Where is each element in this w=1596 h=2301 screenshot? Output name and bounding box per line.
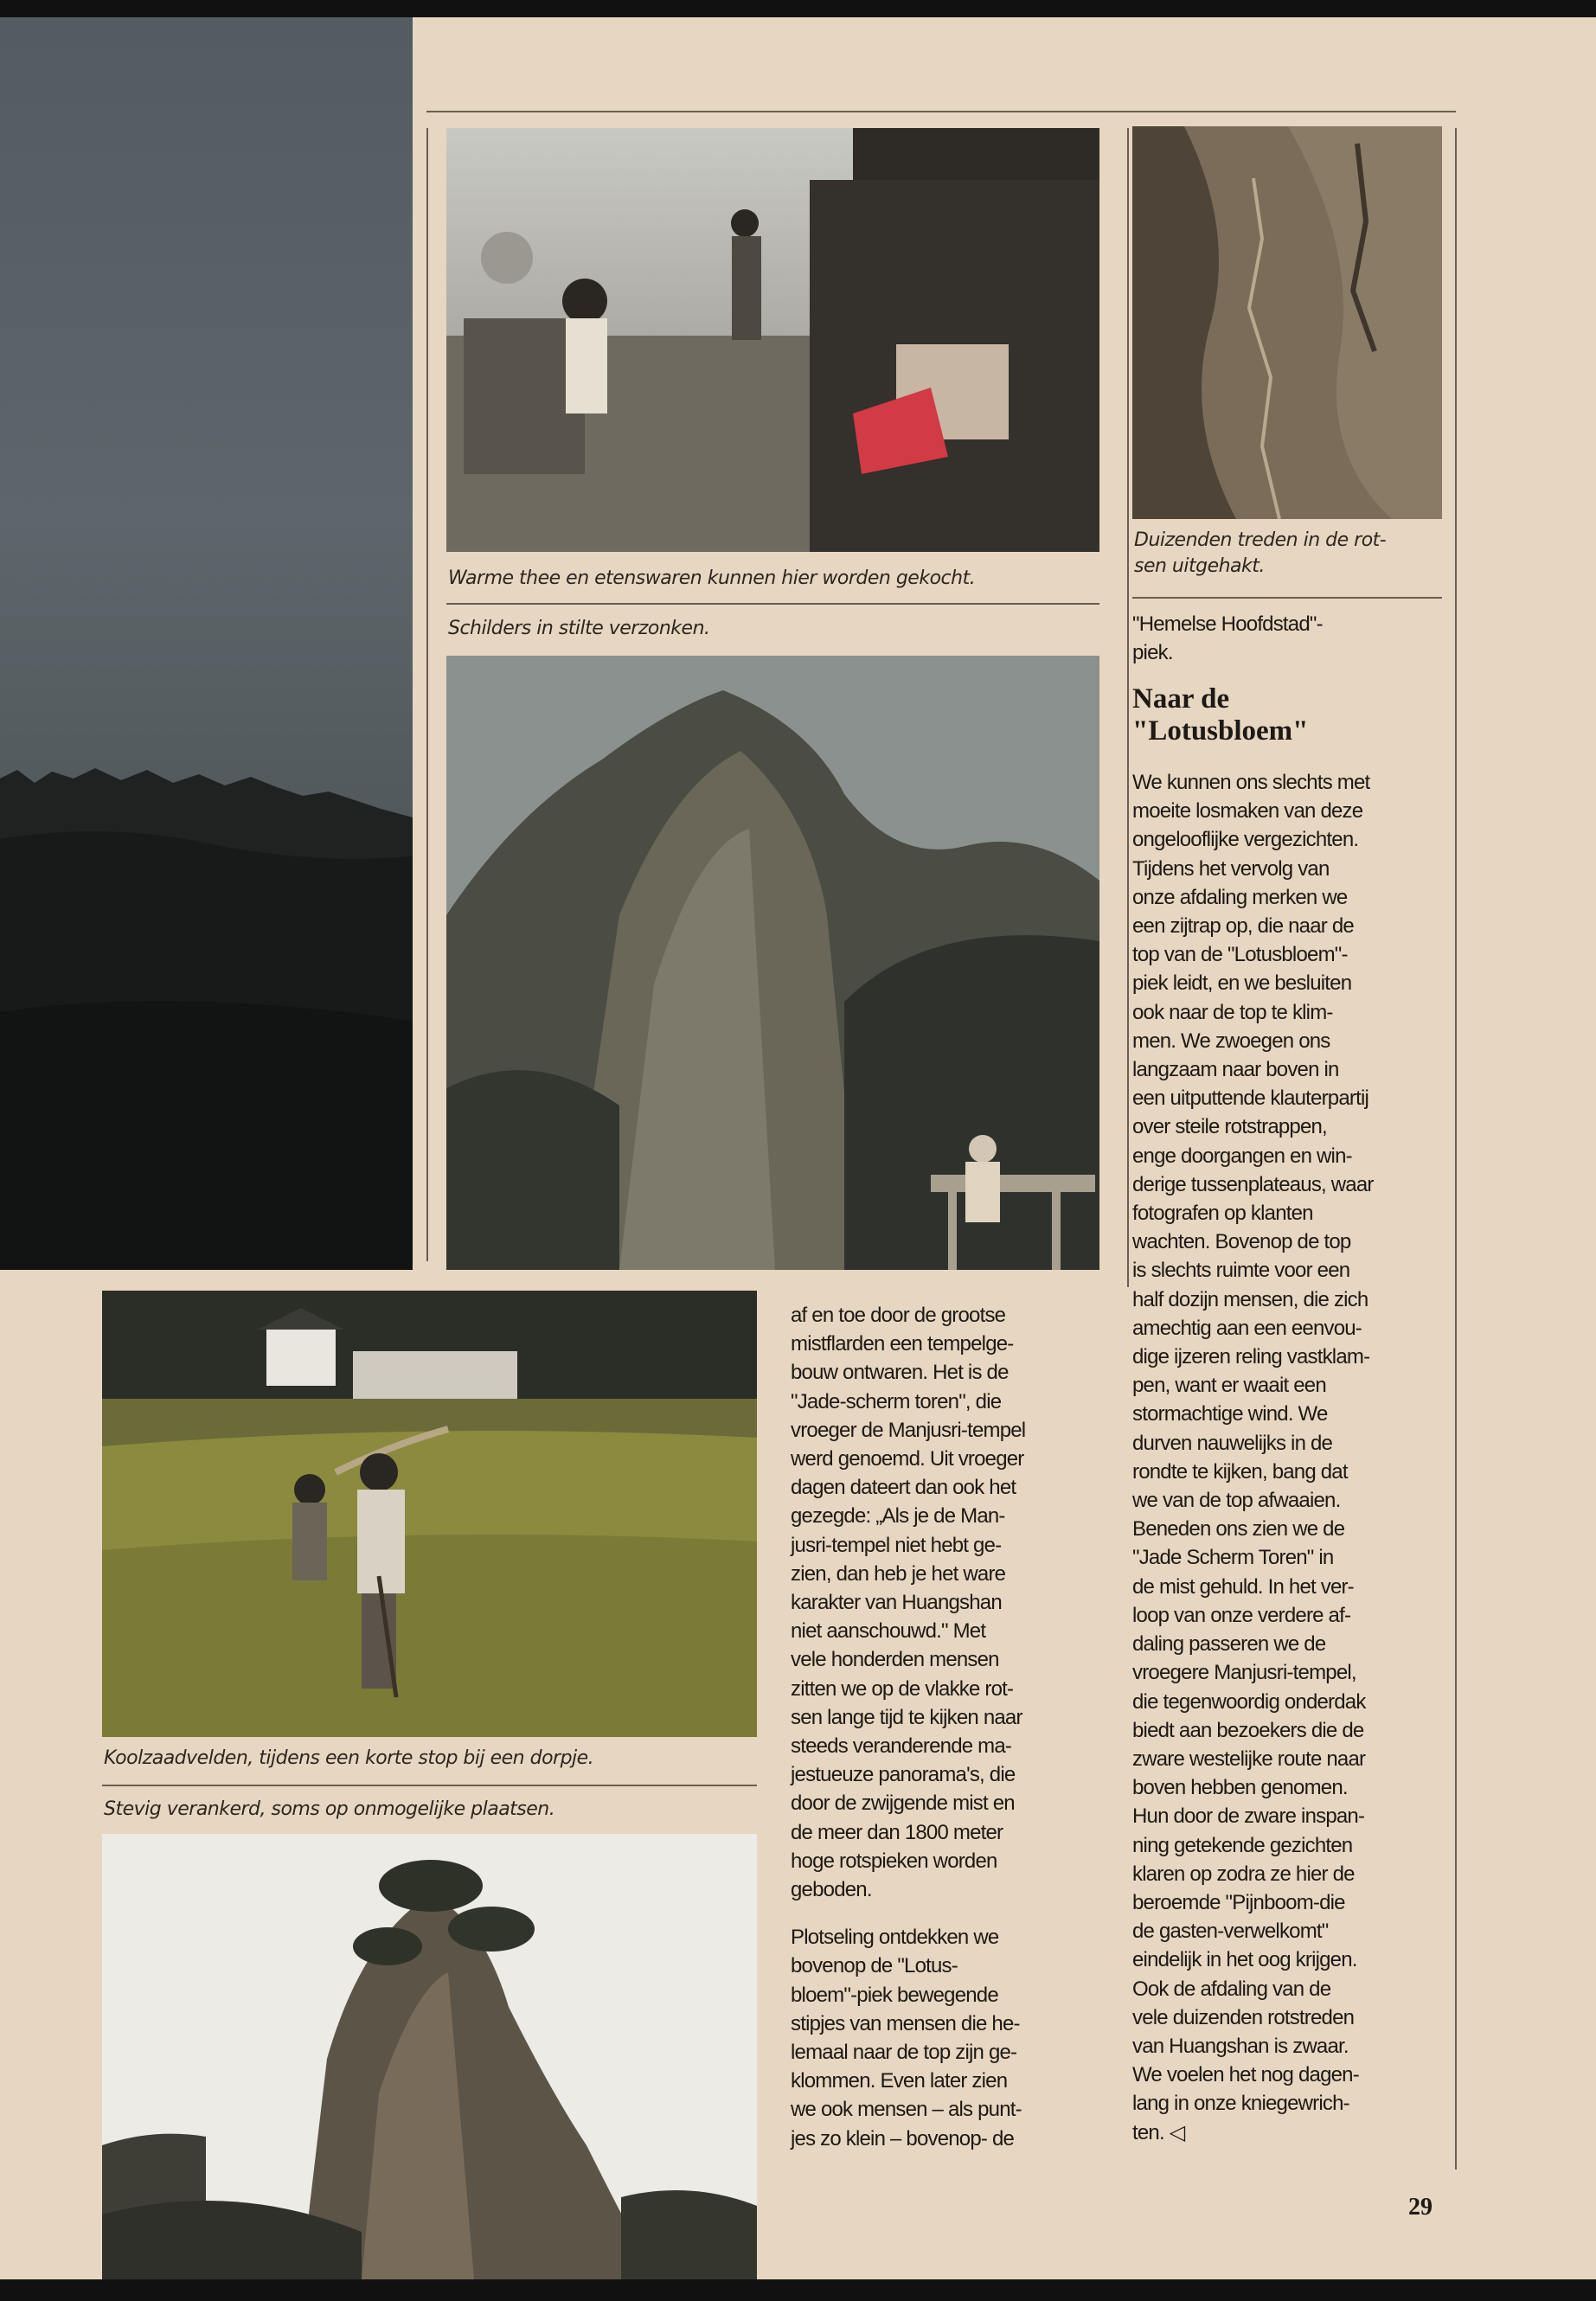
column-rule	[1455, 128, 1457, 2170]
heading-line-1: Naar de	[1132, 683, 1230, 715]
text-line: Ook de afdaling van de	[1132, 1977, 1331, 2001]
text-line: jestueuze panorama's, die	[791, 1763, 1016, 1787]
text-line: af en toe door de grootse	[791, 1304, 1006, 1327]
text-line: "Jade Scherm Toren" in	[1132, 1546, 1334, 1570]
text-line: ongelooflijke vergezichten.	[1132, 828, 1359, 852]
text-line: eindelijk in het oog krijgen.	[1132, 1948, 1357, 1972]
caption-rule	[446, 603, 1099, 605]
text-line: ook naar de top te klim-	[1132, 1000, 1333, 1024]
text-line: geboden.	[791, 1878, 872, 1902]
text-line: bovenop de "Lotus-	[791, 1954, 958, 1978]
caption-anchored: Stevig verankerd, soms op onmogelijke plaatsen.	[104, 1798, 555, 1820]
text-line: Beneden ons zien we de	[1132, 1517, 1345, 1541]
tea-stall-image	[446, 128, 1099, 552]
text-line: bloem"-piek bewegende	[791, 1983, 998, 2007]
text-line: wachten. Bovenop de top	[1132, 1230, 1351, 1254]
rapeseed-field-image	[102, 1291, 757, 1737]
right-column-intro	[1132, 610, 1323, 667]
text-line: jusri-tempel niet hebt ge-	[791, 1533, 1002, 1557]
text-line: gezegde: „Als je de Man-	[791, 1504, 1005, 1529]
text-line: de gasten-verwelkomt"	[1132, 1920, 1329, 1944]
text-line: we van de top afwaaien.	[1132, 1489, 1341, 1513]
page-number: 29	[1408, 2194, 1433, 2221]
caption-steps	[1134, 528, 1386, 580]
text-line: die tegenwoordig onderdak	[1132, 1689, 1366, 1714]
tea-stall-photo	[446, 128, 1099, 552]
text-line: men. We zwoegen ons	[1132, 1029, 1330, 1053]
text-line: lemaal naar de top zijn ge-	[791, 2041, 1017, 2065]
text-line: derige tussenplateaus, waar	[1132, 1172, 1374, 1196]
text-line: fotografen op klanten	[1132, 1202, 1313, 1226]
text-line: zitten we op de vlakke rot-	[791, 1676, 1014, 1701]
text-line: beroemde "Pijnboom-die	[1132, 1890, 1345, 1914]
painters-mountain-photo	[446, 656, 1099, 1270]
text-line: "Hemelse Hoofdstad"-	[1132, 612, 1323, 636]
text-line: hoge rotspieken worden	[791, 1849, 997, 1873]
text-line: stipjes van mensen die he-	[791, 2011, 1020, 2035]
misty-dusk-image	[0, 17, 413, 1270]
text-line: piek.	[1132, 641, 1173, 665]
text-line: dige ijzeren reling vastklam-	[1132, 1345, 1370, 1369]
text-line: de meer dan 1800 meter	[791, 1820, 1003, 1844]
caption-rule	[1132, 597, 1442, 599]
text-line: ning getekende gezichten	[1132, 1833, 1353, 1857]
text-line: werd genoemd. Uit vroeger	[791, 1447, 1024, 1471]
text-line: pen, want er waait een	[1132, 1374, 1326, 1398]
caption-tea: Warme thee en etenswaren kunnen hier worden gekocht.	[448, 567, 976, 589]
text-line: de mist gehuld. In het ver-	[1132, 1574, 1354, 1599]
caption-rule	[102, 1785, 757, 1786]
text-line: een zijtrap op, die naar de	[1132, 914, 1354, 939]
text-line: amechtig aan een eenvou-	[1132, 1316, 1362, 1340]
caption-steps-line-1: Duizenden treden in de rot-	[1134, 529, 1387, 551]
text-line: durven nauwelijks in de	[1132, 1431, 1333, 1455]
text-line: daling passeren we de	[1132, 1632, 1326, 1657]
text-line: bouw ontwaren. Het is de	[791, 1361, 1009, 1385]
paragraph-gap	[791, 1904, 1025, 1923]
misty-dusk-photo	[0, 17, 413, 1270]
text-line: ten. ◁	[1132, 2120, 1185, 2144]
column-rule	[1127, 128, 1129, 1287]
text-line: sen lange tijd te kijken naar	[791, 1705, 1022, 1729]
text-line: jes zo klein – bovenop- de	[791, 2126, 1015, 2150]
text-line: niet aanschouwd." Met	[791, 1619, 986, 1644]
text-line: we ook mensen – als punt-	[791, 2098, 1022, 2122]
text-line: boven hebben genomen.	[1132, 1776, 1348, 1800]
text-line: mistflarden een tempelge-	[791, 1332, 1014, 1356]
caption-painters: Schilders in stilte verzonken.	[448, 618, 710, 639]
text-line: steeds veranderende ma-	[791, 1734, 1012, 1759]
top-rule	[426, 111, 1456, 112]
column-rule	[426, 128, 428, 1261]
text-line: "Jade-scherm toren", die	[791, 1389, 1002, 1413]
text-line: loop van onze verdere af-	[1132, 1603, 1351, 1627]
text-line: vroeger de Manjusri-tempel	[791, 1418, 1026, 1442]
rock-steps-photo	[1132, 126, 1442, 519]
text-line: rondte te kijken, bang dat	[1132, 1459, 1348, 1484]
text-line: moeite losmaken van deze	[1132, 799, 1363, 824]
right-column-text	[1132, 768, 1374, 2147]
text-line: piek leidt, en we besluiten	[1132, 971, 1352, 996]
text-line: onze afdaling merken we	[1132, 885, 1348, 909]
text-line: vroegere Manjusri-tempel,	[1132, 1661, 1356, 1685]
text-line: We voelen het nog dagen-	[1132, 2063, 1359, 2087]
text-line: zien, dan heb je het ware	[791, 1561, 1006, 1586]
heading-line-2: "Lotusbloem"	[1132, 715, 1309, 747]
text-line: dagen dateert dan ook het	[791, 1476, 1016, 1500]
text-line: langzaam naar boven in	[1132, 1058, 1339, 1082]
text-line: vele honderden mensen	[791, 1648, 999, 1672]
text-line: biedt aan bezoekers die de	[1132, 1718, 1364, 1742]
caption-steps-line-2: sen uitgehakt.	[1134, 555, 1265, 577]
text-line: van Huangshan is zwaar.	[1132, 2034, 1349, 2058]
rock-steps-image	[1132, 126, 1442, 519]
rock-pinnacle-image	[102, 1834, 757, 2279]
text-line: karakter van Huangshan	[791, 1591, 1002, 1615]
text-line: enge doorgangen en win-	[1132, 1144, 1352, 1168]
rapeseed-field-photo	[102, 1291, 757, 1737]
text-line: We kunnen ons slechts met	[1132, 771, 1370, 794]
text-line: Hun door de zware inspan-	[1132, 1804, 1365, 1829]
text-line: zware westelijke route naar	[1132, 1747, 1366, 1771]
painters-mountain-image	[446, 656, 1099, 1270]
text-line: een uitputtende klauterpartij	[1132, 1086, 1369, 1111]
middle-column-text	[791, 1301, 1025, 2153]
text-line: lang in onze kniegewrich-	[1132, 2092, 1349, 2116]
text-line: half dozijn mensen, die zich	[1132, 1287, 1368, 1311]
text-line: stormachtige wind. We	[1132, 1402, 1328, 1426]
magazine-page	[0, 17, 1596, 2279]
text-line: door de zwijgende mist en	[791, 1791, 1015, 1816]
text-line: over steile rotstrappen,	[1132, 1115, 1327, 1139]
caption-rapeseed: Koolzaadvelden, tijdens een korte stop bij een dorpje.	[104, 1747, 594, 1769]
text-line: vele duizenden rotstreden	[1132, 2005, 1355, 2029]
text-line: klommen. Even later zien	[791, 2069, 1008, 2093]
text-line: is slechts ruimte voor een	[1132, 1259, 1350, 1283]
rock-pinnacle-photo	[102, 1834, 757, 2279]
text-line: top van de "Lotusbloem"-	[1132, 943, 1348, 967]
text-line: Tijdens het vervolg van	[1132, 856, 1330, 881]
text-line: Plotseling ontdekken we	[791, 1926, 999, 1950]
text-line: klaren op zodra ze hier de	[1132, 1862, 1355, 1886]
section-heading	[1132, 683, 1309, 747]
